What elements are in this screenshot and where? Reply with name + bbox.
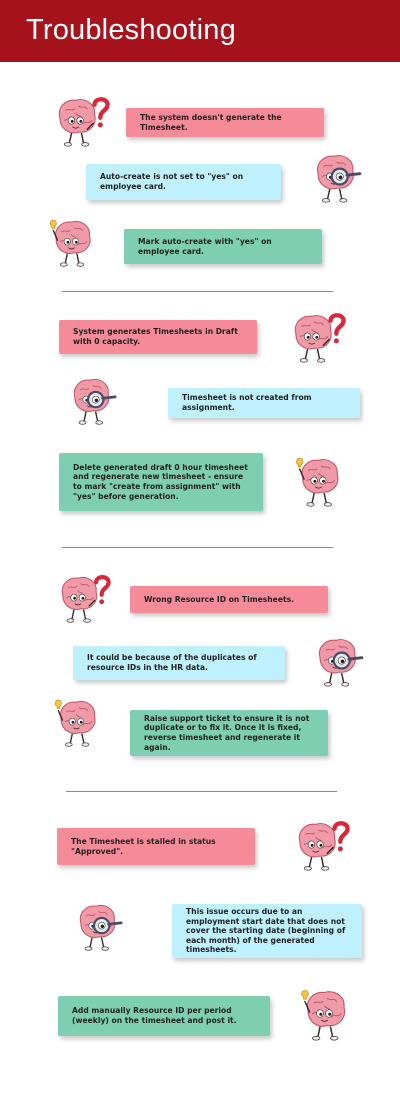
cause-text: Auto-create is not set to "yes" on employee card. — [100, 172, 244, 191]
solution-box — [59, 453, 263, 511]
cause-box — [172, 904, 362, 958]
cause-box — [73, 646, 285, 680]
brain-idea-icon — [48, 698, 102, 748]
cause-box — [86, 164, 281, 200]
problem-box — [130, 586, 328, 613]
brain-question-icon — [290, 820, 356, 872]
solution-box — [124, 229, 322, 264]
page-header — [0, 0, 400, 62]
page-title: Troubleshooting — [26, 14, 236, 46]
brain-magnifier-icon — [64, 376, 126, 426]
brain-idea-icon — [44, 218, 96, 268]
problem-box — [59, 320, 257, 354]
problem-text: The Timesheet is stalled in status "Approved". — [71, 836, 216, 856]
solution-text: Delete generated draft 0 hour timesheet and regenerate new timesheet - ensure to mark "create from assignment" with "yes" before generation. — [73, 462, 248, 501]
brain-magnifier-icon — [70, 902, 132, 952]
brain-question-icon — [48, 96, 118, 148]
brain-question-icon — [286, 312, 352, 364]
cause-text: Timesheet is not created from assignment. — [182, 393, 312, 412]
brain-magnifier-icon — [308, 152, 370, 204]
solution-text: Mark auto-create with "yes" on employee card. — [138, 236, 272, 256]
brain-magnifier-icon — [310, 636, 372, 688]
problem-text: The system doesn't generate the Timesheet. — [140, 112, 282, 132]
cause-text: It could be because of the duplicates of resource IDs in the HR data. — [87, 653, 257, 672]
cause-box — [168, 388, 360, 418]
problem-text: Wrong Resource ID on Timesheets. — [144, 594, 295, 604]
brain-idea-icon — [290, 456, 344, 508]
section-divider — [62, 547, 333, 548]
solution-text: Add manually Resource ID per period (weekly) on the timesheet and post it. — [72, 1006, 237, 1025]
problem-text: System generates Timesheets in Draft with 0 capacity. — [73, 327, 238, 346]
cause-text: This issue occurs due to an employment start date that does not cover the starting date (beginning of each month) of the generated timesheets. — [186, 907, 346, 955]
problem-box — [126, 108, 324, 137]
section-divider — [66, 791, 337, 792]
solution-box — [58, 996, 270, 1036]
solution-box — [130, 710, 328, 756]
problem-box — [57, 828, 255, 865]
brain-idea-icon — [294, 988, 352, 1042]
brain-question-icon — [52, 574, 118, 624]
section-divider — [62, 291, 333, 292]
solution-text: Raise support ticket to ensure it is not duplicate or to fix it. Once it is fixed, reverse timesheet and regenerate it again. — [144, 713, 310, 752]
